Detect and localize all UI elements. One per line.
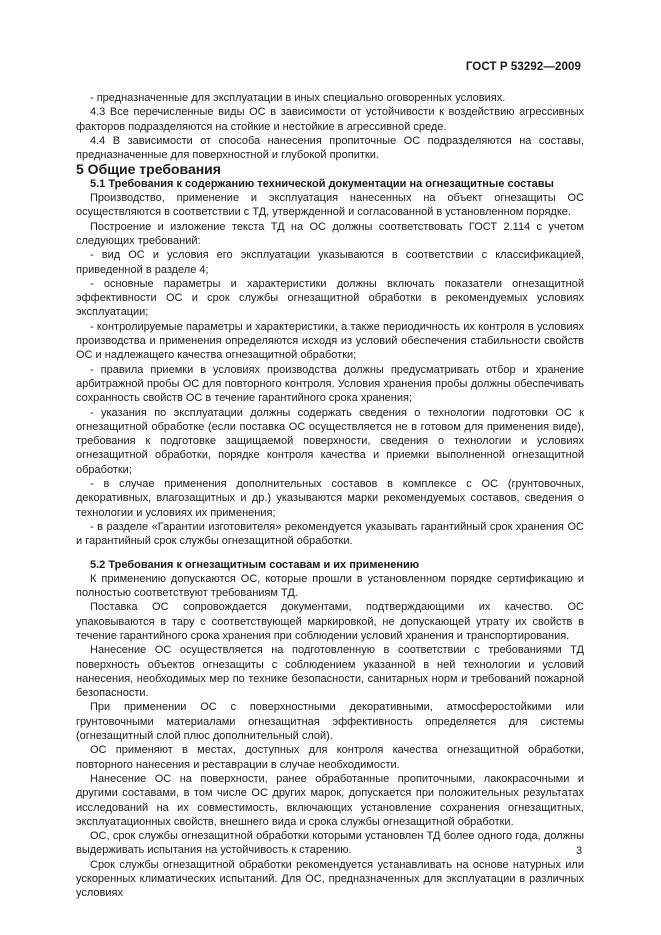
section-5-title: 5 Общие требования bbox=[76, 161, 221, 178]
paragraph: Нанесение ОС осуществляется на подготовленную в соответствии с требованиями ТД поверхность объектов огнезащиты с соблюдением указанной в ней технологии и условий нанесения, необходимых мер по технике безопасности, санитарных норм и требований пожарной безопасности. bbox=[76, 644, 584, 700]
page-number: 3 bbox=[576, 845, 583, 857]
intro-paragraph: 4.4 В зависимости от способа нанесения пропиточные ОС подразделяются на составы, предназначенные для поверхностной и глубокой пропитки. bbox=[76, 134, 584, 162]
paragraph: Построение и изложение текста ТД на ОС должны соответствовать ГОСТ 2.114 с учетом следующих требований: bbox=[76, 220, 584, 247]
intro-paragraph: - предназначенные для эксплуатации в иных специально оговоренных условиях. bbox=[90, 92, 506, 104]
list-item: - в разделе «Гарантии изготовителя» рекомендуется указывать гарантийный срок хранения ОС и гарантийный срок службы огнезащитной обработки. bbox=[76, 520, 584, 548]
list-item: - вид ОС и условия его эксплуатации указываются в соответствии с классификацией, приведенной в разделе 4; bbox=[76, 249, 584, 276]
paragraph: Нанесение ОС на поверхности, ранее обработанные пропиточными, лакокрасочными и другими составами, в том числе ОС других марок, допускается при положительных результатах исследований на их совместимость, включающих установление сохранения огнезащитных, эксплуатационных свойств, внешнего вида и срока службы огнезащитной обработки. bbox=[76, 772, 584, 828]
paragraph: Поставка ОС сопровождается документами, подтверждающими их качество. ОС упаковываются в тару с соответствующей маркировкой, не допускающей утрату их свойств в течение гарантийного срока хранения при соблюдении условий хранения и транспортирования. bbox=[76, 601, 584, 642]
list-item: - контролируемые параметры и характеристики, а также периодичность их контроля в условиях производства и применения определяются исходя из условий обеспечения стабильности свойств ОС и надлежащего качества огнезащитной обработки; bbox=[76, 320, 584, 362]
list-item: - указания по эксплуатации должны содержать сведения о технологии подготовки ОС к огнезащитной обработке (если поставка ОС осуществляется не в готовом для применения виде), требования к подготовке защищаемой поверхности, сведения о технологии и условиях огнезащитной обработки, порядке контроля качества и приемки выполненной огнезащитной обработки; bbox=[76, 406, 584, 476]
paragraph: ОС, срок службы огнезащитной обработки которыми установлен ТД более одного года, должны выдерживать испытания на устойчивость к старению. bbox=[76, 830, 584, 857]
document-body bbox=[76, 91, 584, 901]
list-item: - правила приемки в условиях производства должны предусматривать отбор и хранение арбитражной пробы ОС для повторного контроля. Условия хранения пробы должны обеспечивать сохранность свойств ОС в течение гарантийного срока хранения; bbox=[76, 363, 584, 405]
paragraph: При применении ОС с поверхностными декоративными, атмосферостойкими или грунтовочными материалами огнезащитная эффективность определяется для системы (огнезащитный слой плюс дополнительный слой). bbox=[76, 701, 584, 743]
subsection-5-1-title: 5.1 Требования к содержанию технической документации на огнезащитные составы bbox=[90, 177, 554, 190]
paragraph: К применению допускаются ОС, которые прошли в установленном порядке сертификацию и полностью соответствуют требованиям ТД. bbox=[76, 572, 584, 600]
intro-paragraph: 4.3 Все перечисленные виды ОС в зависимости от устойчивости к воздействию агрессивных факторов подразделяются на стойкие и нестойкие в агрессивной среде. bbox=[76, 106, 584, 133]
paragraph: ОС применяют в местах, доступных для контроля качества огнезащитной обработки, повторного нанесения и реставрации в случае необходимости. bbox=[76, 744, 584, 771]
document-standard-header: ГОСТ Р 53292—2009 bbox=[465, 61, 581, 73]
list-item: - в случае применения дополнительных составов в комплексе с ОС (грунтовочных, декоративных, влагозащитных и др.) указываются марки рекомендуемых составов, сведения о технологии и условиях их применения; bbox=[76, 478, 584, 519]
paragraph: Производство, применение и эксплуатация нанесенных на объект огнезащиты ОС осуществляются в соответствии с ТД, утвержденной и согласованной в установленном порядке. bbox=[76, 192, 584, 219]
paragraph: Срок службы огнезащитной обработки рекомендуется устанавливать на основе натурных или ускоренных климатических испытаний. Для ОС, предназначенных для эксплуатации в различных условиях bbox=[76, 858, 584, 900]
subsection-5-2-title: 5.2 Требования к огнезащитным составам и их применению bbox=[90, 558, 420, 571]
list-item: - основные параметры и характеристики должны включать показатели огнезащитной эффективности ОС и срок службы огнезащитной обработки в рекомендуемых условиях эксплуатации; bbox=[76, 277, 584, 319]
